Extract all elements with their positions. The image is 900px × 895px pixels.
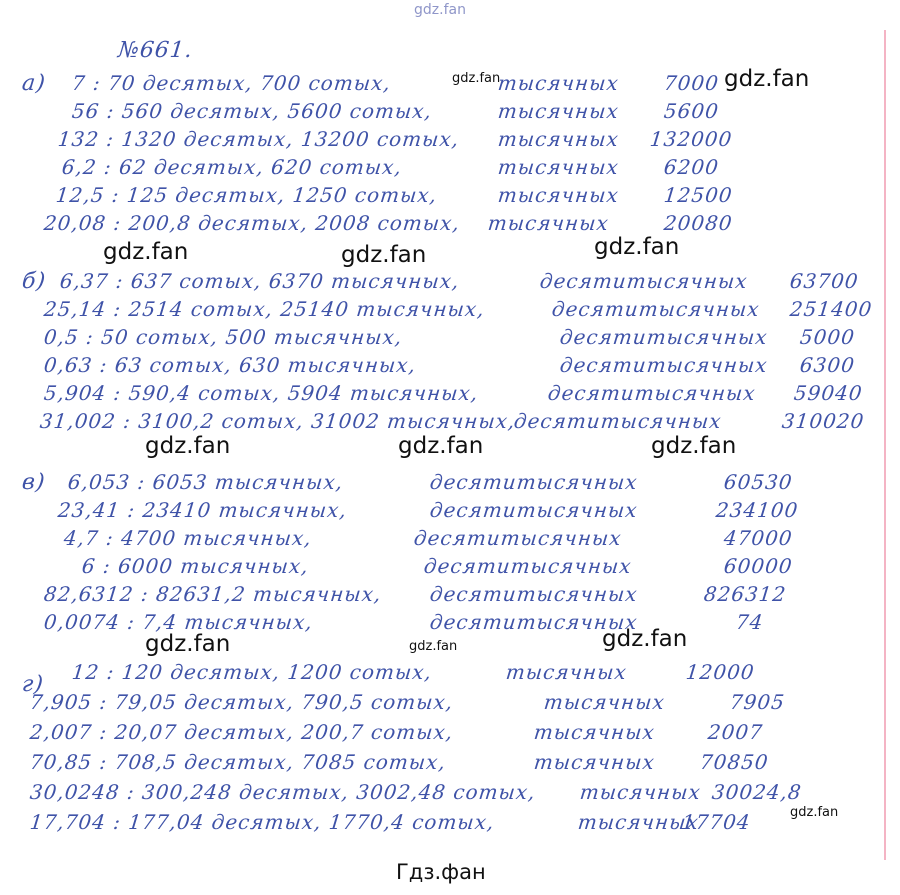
row-conversions: 6,2 : 62 десятых, 620 сотых, xyxy=(60,155,404,179)
row-unit: тысячных xyxy=(486,211,611,235)
row-conversions: 6,053 : 6053 тысячных, xyxy=(66,470,345,494)
watermark: gdz.fan xyxy=(724,66,810,92)
row-conversions: 25,14 : 2514 сотых, 25140 тысячных, xyxy=(42,297,486,321)
watermark: gdz.fan xyxy=(145,631,231,657)
row-result: 310020 xyxy=(780,409,866,433)
watermark: gdz.fan xyxy=(602,626,688,652)
row-result: 74 xyxy=(734,610,765,634)
row-result: 132000 xyxy=(648,127,734,151)
row-unit: тысячных xyxy=(532,720,657,744)
row-conversions: 23,41 : 23410 тысячных, xyxy=(56,498,349,522)
row-conversions: 82,6312 : 82631,2 тысячных, xyxy=(42,582,383,606)
row-conversions: 20,08 : 200,8 десятых, 2008 сотых, xyxy=(42,211,462,235)
row-result: 59040 xyxy=(792,381,864,405)
section-label: б) xyxy=(20,269,48,294)
row-result: 30024,8 xyxy=(710,780,803,804)
watermark: gdz.fan xyxy=(594,234,680,260)
row-conversions: 5,904 : 590,4 сотых, 5904 тысячных, xyxy=(42,381,480,405)
row-unit: тысячных xyxy=(578,780,703,804)
row-conversions: 132 : 1320 десятых, 13200 сотых, xyxy=(56,127,461,151)
row-conversions: 6 : 6000 тысячных, xyxy=(80,554,310,578)
row-result: 7000 xyxy=(662,71,721,95)
row-result: 70850 xyxy=(698,750,770,774)
row-unit: десятитысячных xyxy=(428,498,639,522)
row-conversions: 0,63 : 63 сотых, 630 тысячных, xyxy=(42,353,418,377)
row-result: 12000 xyxy=(684,660,756,684)
row-unit: тысячных xyxy=(496,127,621,151)
row-unit: десятитысячных xyxy=(428,610,639,634)
section-label: в) xyxy=(20,470,47,495)
row-result: 60000 xyxy=(722,554,794,578)
row-conversions: 56 : 560 десятых, 5600 сотых, xyxy=(70,99,434,123)
row-result: 2007 xyxy=(706,720,765,744)
row-unit: тысячных xyxy=(576,810,701,834)
row-result: 6300 xyxy=(798,353,857,377)
watermark: gdz.fan xyxy=(790,805,839,820)
row-result: 63700 xyxy=(788,269,860,293)
watermark-top: gdz.fan xyxy=(414,2,466,18)
row-conversions: 4,7 : 4700 тысячных, xyxy=(62,526,314,550)
row-unit: тысячных xyxy=(532,750,657,774)
row-unit: тысячных xyxy=(542,690,667,714)
watermark: gdz.fan xyxy=(341,242,427,268)
row-conversions: 6,37 : 637 сотых, 6370 тысячных, xyxy=(58,269,461,293)
watermark: gdz.fan xyxy=(398,433,484,459)
row-result: 7905 xyxy=(728,690,787,714)
row-result: 12500 xyxy=(662,183,734,207)
row-conversions: 7,905 : 79,05 десятых, 790,5 сотых, xyxy=(28,690,455,714)
row-result: 5000 xyxy=(798,325,857,349)
row-unit: десятитысячных xyxy=(558,325,769,349)
section-label: г) xyxy=(20,672,46,697)
row-unit: тысячных xyxy=(496,183,621,207)
row-conversions: 17,704 : 177,04 десятых, 1770,4 сотых, xyxy=(28,810,496,834)
watermark: gdz.fan xyxy=(145,433,231,459)
row-result: 6200 xyxy=(662,155,721,179)
row-conversions: 7 : 70 десятых, 700 сотых, xyxy=(70,71,393,95)
watermark: gdz.fan xyxy=(452,71,501,86)
footer-watermark: Гдз.фан xyxy=(396,860,486,884)
section-label: а) xyxy=(20,71,48,96)
row-unit: десятитысячных xyxy=(512,409,723,433)
row-conversions: 0,0074 : 7,4 тысячных, xyxy=(42,610,315,634)
row-result: 17704 xyxy=(680,810,752,834)
row-unit: десятитысячных xyxy=(412,526,623,550)
row-unit: десятитысячных xyxy=(550,297,761,321)
row-unit: десятитысячных xyxy=(538,269,749,293)
row-conversions: 2,007 : 20,07 десятых, 200,7 сотых, xyxy=(28,720,455,744)
row-unit: десятитысячных xyxy=(428,470,639,494)
row-conversions: 70,85 : 708,5 десятых, 7085 сотых, xyxy=(28,750,448,774)
row-conversions: 0,5 : 50 сотых, 500 тысячных, xyxy=(42,325,404,349)
row-unit: десятитысячных xyxy=(422,554,633,578)
row-conversions: 12,5 : 125 десятых, 1250 сотых, xyxy=(54,183,439,207)
row-result: 234100 xyxy=(714,498,800,522)
row-result: 251400 xyxy=(788,297,874,321)
watermark: gdz.fan xyxy=(651,433,737,459)
row-unit: тысячных xyxy=(496,155,621,179)
margin-line xyxy=(884,30,886,860)
row-result: 60530 xyxy=(722,470,794,494)
row-result: 20080 xyxy=(662,211,734,235)
watermark: gdz.fan xyxy=(103,239,189,265)
row-unit: тысячных xyxy=(496,71,621,95)
row-conversions: 31,002 : 3100,2 сотых, 31002 тысячных, xyxy=(38,409,517,433)
row-unit: десятитысячных xyxy=(546,381,757,405)
watermark: gdz.fan xyxy=(409,639,458,654)
row-result: 5600 xyxy=(662,99,721,123)
row-unit: тысячных xyxy=(504,660,629,684)
row-conversions: 30,0248 : 300,248 десятых, 3002,48 сотых, xyxy=(28,780,537,804)
row-result: 826312 xyxy=(702,582,788,606)
exercise-number: №661. xyxy=(116,38,195,63)
row-unit: тысячных xyxy=(496,99,621,123)
row-unit: десятитысячных xyxy=(428,582,639,606)
row-result: 47000 xyxy=(722,526,794,550)
row-conversions: 12 : 120 десятых, 1200 сотых, xyxy=(70,660,434,684)
row-unit: десятитысячных xyxy=(558,353,769,377)
